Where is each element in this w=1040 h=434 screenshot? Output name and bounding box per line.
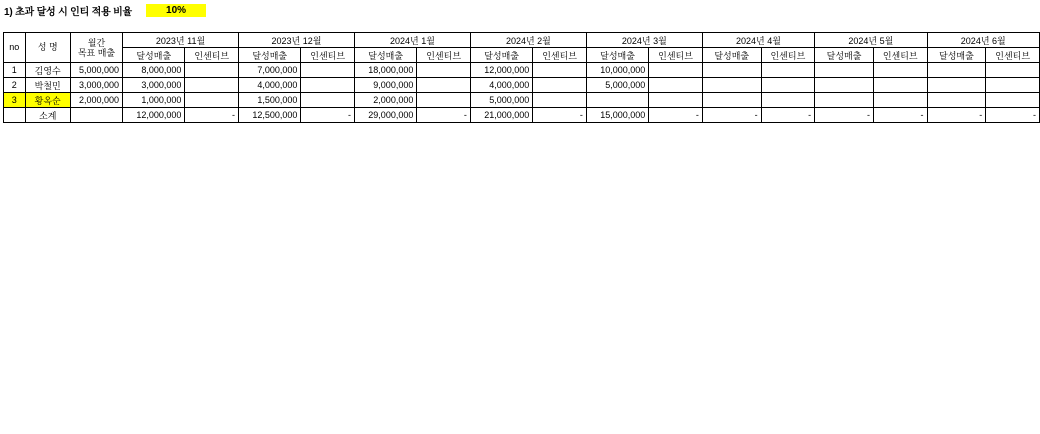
cell-sales-6[interactable] [815, 93, 874, 108]
summary-sales-2[interactable]: 29,000,000 [354, 108, 416, 123]
cell-incentive-0[interactable] [185, 78, 239, 93]
cell-name[interactable]: 황옥순 [25, 93, 70, 108]
cell-no[interactable]: 3 [4, 93, 26, 108]
summary-incentive-3[interactable]: - [533, 108, 587, 123]
cell-no[interactable]: 2 [4, 78, 26, 93]
summary-sales-1[interactable]: 12,500,000 [239, 108, 301, 123]
summary-sales-5[interactable]: - [702, 108, 761, 123]
cell-sales-3[interactable]: 12,000,000 [470, 63, 532, 78]
cell-sales-2[interactable]: 18,000,000 [354, 63, 416, 78]
summary-label: 소계 [25, 108, 70, 123]
header-sales-5: 달성매출 [702, 48, 761, 63]
cell-incentive-3[interactable] [533, 63, 587, 78]
header-sales-4: 달성매출 [586, 48, 648, 63]
cell-incentive-2[interactable] [417, 93, 471, 108]
cell-sales-1[interactable]: 7,000,000 [239, 63, 301, 78]
incentive-table [3, 32, 1040, 123]
summary-incentive-7[interactable]: - [986, 108, 1040, 123]
summary-incentive-6[interactable]: - [873, 108, 927, 123]
cell-no[interactable]: 1 [4, 63, 26, 78]
header-incentive-5: 인센티브 [761, 48, 815, 63]
cell-sales-7[interactable] [927, 78, 986, 93]
cell-incentive-0[interactable] [185, 93, 239, 108]
header-month-6: 2024년 5월 [815, 33, 927, 48]
summary-sales-4[interactable]: 15,000,000 [586, 108, 648, 123]
header-month-1: 2023년 12월 [239, 33, 355, 48]
cell-incentive-3[interactable] [533, 78, 587, 93]
header-month-5: 2024년 4월 [702, 33, 814, 48]
header-incentive-0: 인센티브 [185, 48, 239, 63]
cell-sales-1[interactable]: 1,500,000 [239, 93, 301, 108]
page-title: 1) 초과 달성 시 인티 적용 비율 [4, 6, 133, 18]
cell-incentive-6[interactable] [873, 63, 927, 78]
cell-incentive-3[interactable] [533, 93, 587, 108]
header-month-7: 2024년 6월 [927, 33, 1039, 48]
cell-incentive-6[interactable] [873, 93, 927, 108]
summary-incentive-4[interactable]: - [649, 108, 703, 123]
cell-name[interactable]: 박철민 [25, 78, 70, 93]
spreadsheet-sheet [0, 2, 1040, 434]
cell-sales-5[interactable] [702, 63, 761, 78]
table-row[interactable] [4, 78, 1040, 93]
cell-sales-7[interactable] [927, 63, 986, 78]
summary-no[interactable] [4, 108, 26, 123]
summary-sales-7[interactable]: - [927, 108, 986, 123]
cell-sales-3[interactable]: 4,000,000 [470, 78, 532, 93]
cell-sales-6[interactable] [815, 78, 874, 93]
cell-sales-2[interactable]: 9,000,000 [354, 78, 416, 93]
cell-incentive-2[interactable] [417, 63, 471, 78]
header-goal [70, 33, 122, 63]
cell-incentive-6[interactable] [873, 78, 927, 93]
cell-incentive-5[interactable] [761, 63, 815, 78]
header-sales-2: 달성매출 [354, 48, 416, 63]
summary-row[interactable] [4, 108, 1040, 123]
cell-goal[interactable]: 2,000,000 [70, 93, 122, 108]
header-incentive-4: 인센티브 [649, 48, 703, 63]
summary-goal[interactable] [70, 108, 122, 123]
cell-incentive-2[interactable] [417, 78, 471, 93]
header-sales-1: 달성매출 [239, 48, 301, 63]
summary-incentive-1[interactable]: - [301, 108, 355, 123]
cell-incentive-7[interactable] [986, 78, 1040, 93]
cell-name[interactable]: 김영수 [25, 63, 70, 78]
header-row-sub [4, 48, 1040, 63]
cell-sales-0[interactable]: 8,000,000 [123, 63, 185, 78]
table-row[interactable] [4, 93, 1040, 108]
cell-sales-0[interactable]: 3,000,000 [123, 78, 185, 93]
header-sales-0: 달성매출 [123, 48, 185, 63]
header-month-2: 2024년 1월 [354, 33, 470, 48]
header-incentive-6: 인센티브 [873, 48, 927, 63]
summary-incentive-2[interactable]: - [417, 108, 471, 123]
header-sales-7: 달성매출 [927, 48, 986, 63]
table-row[interactable] [4, 63, 1040, 78]
table-body [4, 63, 1040, 123]
cell-sales-2[interactable]: 2,000,000 [354, 93, 416, 108]
cell-incentive-1[interactable] [301, 93, 355, 108]
header-incentive-2: 인센티브 [417, 48, 471, 63]
header-incentive-3: 인센티브 [533, 48, 587, 63]
header-incentive-1: 인센티브 [301, 48, 355, 63]
header-no: no [4, 33, 26, 63]
cell-sales-5[interactable] [702, 78, 761, 93]
cell-sales-1[interactable]: 4,000,000 [239, 78, 301, 93]
cell-sales-6[interactable] [815, 63, 874, 78]
summary-incentive-0[interactable]: - [185, 108, 239, 123]
summary-sales-3[interactable]: 21,000,000 [470, 108, 532, 123]
cell-incentive-4[interactable] [649, 93, 703, 108]
summary-incentive-5[interactable]: - [761, 108, 815, 123]
header-month-4: 2024년 3월 [586, 33, 702, 48]
header-month-3: 2024년 2월 [470, 33, 586, 48]
cell-sales-5[interactable] [702, 93, 761, 108]
cell-incentive-1[interactable] [301, 63, 355, 78]
cell-sales-0[interactable]: 1,000,000 [123, 93, 185, 108]
cell-incentive-1[interactable] [301, 78, 355, 93]
header-name: 성 명 [25, 33, 70, 63]
header-incentive-7: 인센티브 [986, 48, 1040, 63]
header-goal-line2: 목표 매출 [77, 47, 116, 58]
header-sales-3: 달성매출 [470, 48, 532, 63]
incentive-ratio-cell[interactable]: 10% [146, 4, 206, 17]
cell-sales-4[interactable] [586, 93, 648, 108]
header-sales-6: 달성매출 [815, 48, 874, 63]
header-row-months [4, 33, 1040, 48]
cell-sales-4[interactable]: 10,000,000 [586, 63, 648, 78]
summary-sales-0[interactable]: 12,000,000 [123, 108, 185, 123]
summary-sales-6[interactable]: - [815, 108, 874, 123]
cell-incentive-5[interactable] [761, 93, 815, 108]
header-month-0: 2023년 11월 [123, 33, 239, 48]
cell-sales-3[interactable]: 5,000,000 [470, 93, 532, 108]
spacer-row [0, 18, 1040, 32]
cell-incentive-4[interactable] [649, 63, 703, 78]
cell-goal[interactable]: 5,000,000 [70, 63, 122, 78]
cell-goal[interactable]: 3,000,000 [70, 78, 122, 93]
title-row [0, 2, 1040, 18]
table-head [4, 33, 1040, 63]
cell-incentive-0[interactable] [185, 63, 239, 78]
cell-sales-7[interactable] [927, 93, 986, 108]
cell-sales-4[interactable]: 5,000,000 [586, 78, 648, 93]
cell-incentive-7[interactable] [986, 93, 1040, 108]
cell-incentive-5[interactable] [761, 78, 815, 93]
header-goal-line1: 월간 [87, 37, 106, 48]
cell-incentive-4[interactable] [649, 78, 703, 93]
cell-incentive-7[interactable] [986, 63, 1040, 78]
